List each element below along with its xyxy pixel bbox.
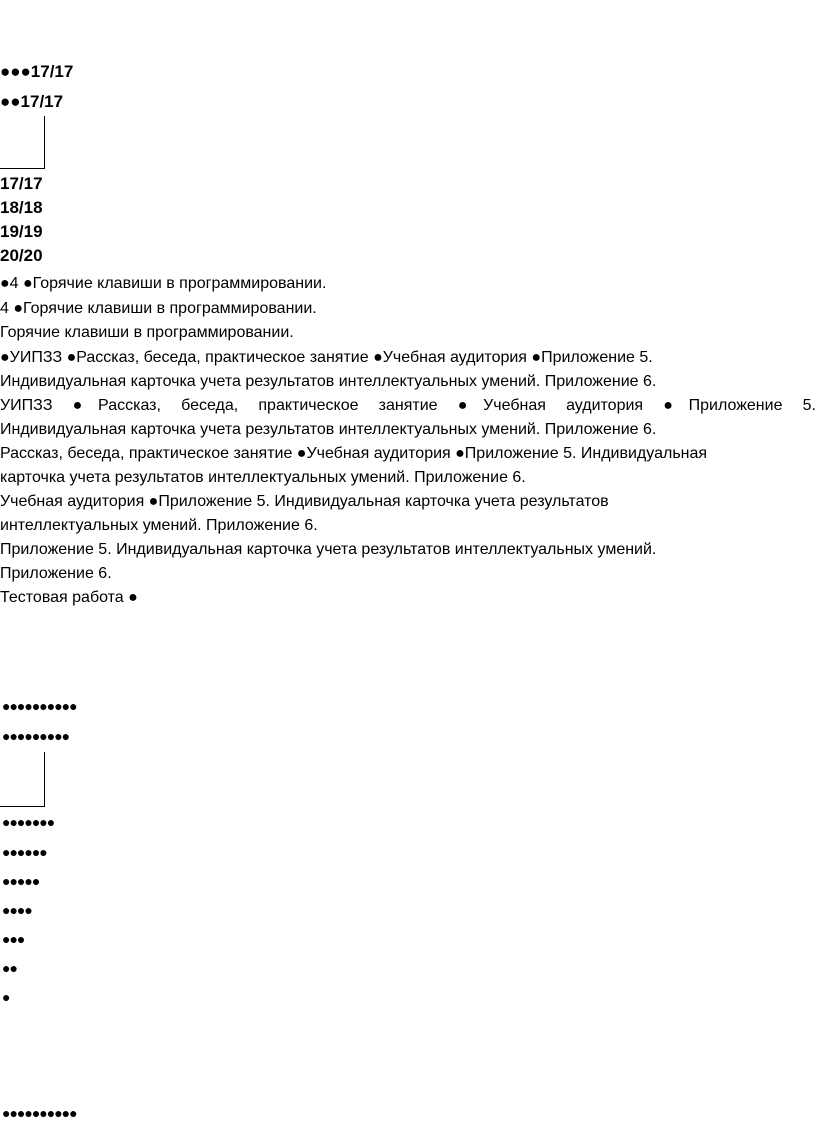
method-line-4a: Учебная аудитория ●Приложение 5. Индивидуальная карточка учета результатов <box>0 493 609 510</box>
topic-line-2: 4 ●Горячие клавиши в программировании. <box>0 300 317 317</box>
counter-line-2: ●●17/17 <box>0 92 64 111</box>
method-line-4b: интеллектуальных умений. Приложение 6. <box>0 517 318 534</box>
method-line-1b: Индивидуальная карточка учета результатов интеллектуальных умений. Приложение 6. <box>0 373 657 390</box>
counter-line-5: 19/19 <box>0 222 43 241</box>
dot-row-10: ●●●●●●●●●● <box>2 1105 77 1121</box>
counter-line-3: 17/17 <box>0 174 43 193</box>
method-line-3b: карточка учета результатов интеллектуальных умений. Приложение 6. <box>0 469 526 486</box>
dot-row-3: ●●●●●●● <box>2 814 55 830</box>
counter-line-4: 18/18 <box>0 198 43 217</box>
dot-row-1: ●●●●●●●●●● <box>2 698 77 714</box>
topic-line-3: Горячие клавиши в программировании. <box>0 324 294 341</box>
counter-line-6: 20/20 <box>0 246 43 265</box>
dot-row-9: ● <box>2 989 10 1005</box>
method-line-2b: Индивидуальная карточка учета результатов интеллектуальных умений. Приложение 6. <box>0 421 657 438</box>
dot-row-7: ●●● <box>2 931 25 947</box>
dot-row-8: ●● <box>2 960 17 976</box>
method-line-3a: Рассказ, беседа, практическое занятие ●Учебная аудитория ●Приложение 5. Индивидуальная <box>0 445 708 462</box>
method-line-5b: Приложение 6. <box>0 565 112 582</box>
method-line-1a: ●УИПЗЗ ●Рассказ, беседа, практическое занятие ●Учебная аудитория ●Приложение 5. <box>0 349 653 366</box>
empty-table-cell <box>0 116 45 169</box>
test-work-line: Тестовая работа ● <box>0 589 138 606</box>
counter-line-1: ●●●17/17 <box>0 62 74 81</box>
dot-row-4: ●●●●●● <box>2 844 47 860</box>
dot-row-6: ●●●● <box>2 902 32 918</box>
method-line-2a: УИПЗЗ ●Рассказ, беседа, практическое занятие ●Учебная аудитория ●Приложение 5. <box>0 397 816 414</box>
topic-line-1: ●4 ●Горячие клавиши в программировании. <box>0 275 327 292</box>
empty-table-cell-2 <box>0 752 45 807</box>
method-line-5a: Приложение 5. Индивидуальная карточка учета результатов интеллектуальных умений. <box>0 541 657 558</box>
dot-row-2: ●●●●●●●●● <box>2 728 70 744</box>
dot-row-5: ●●●●● <box>2 873 40 889</box>
